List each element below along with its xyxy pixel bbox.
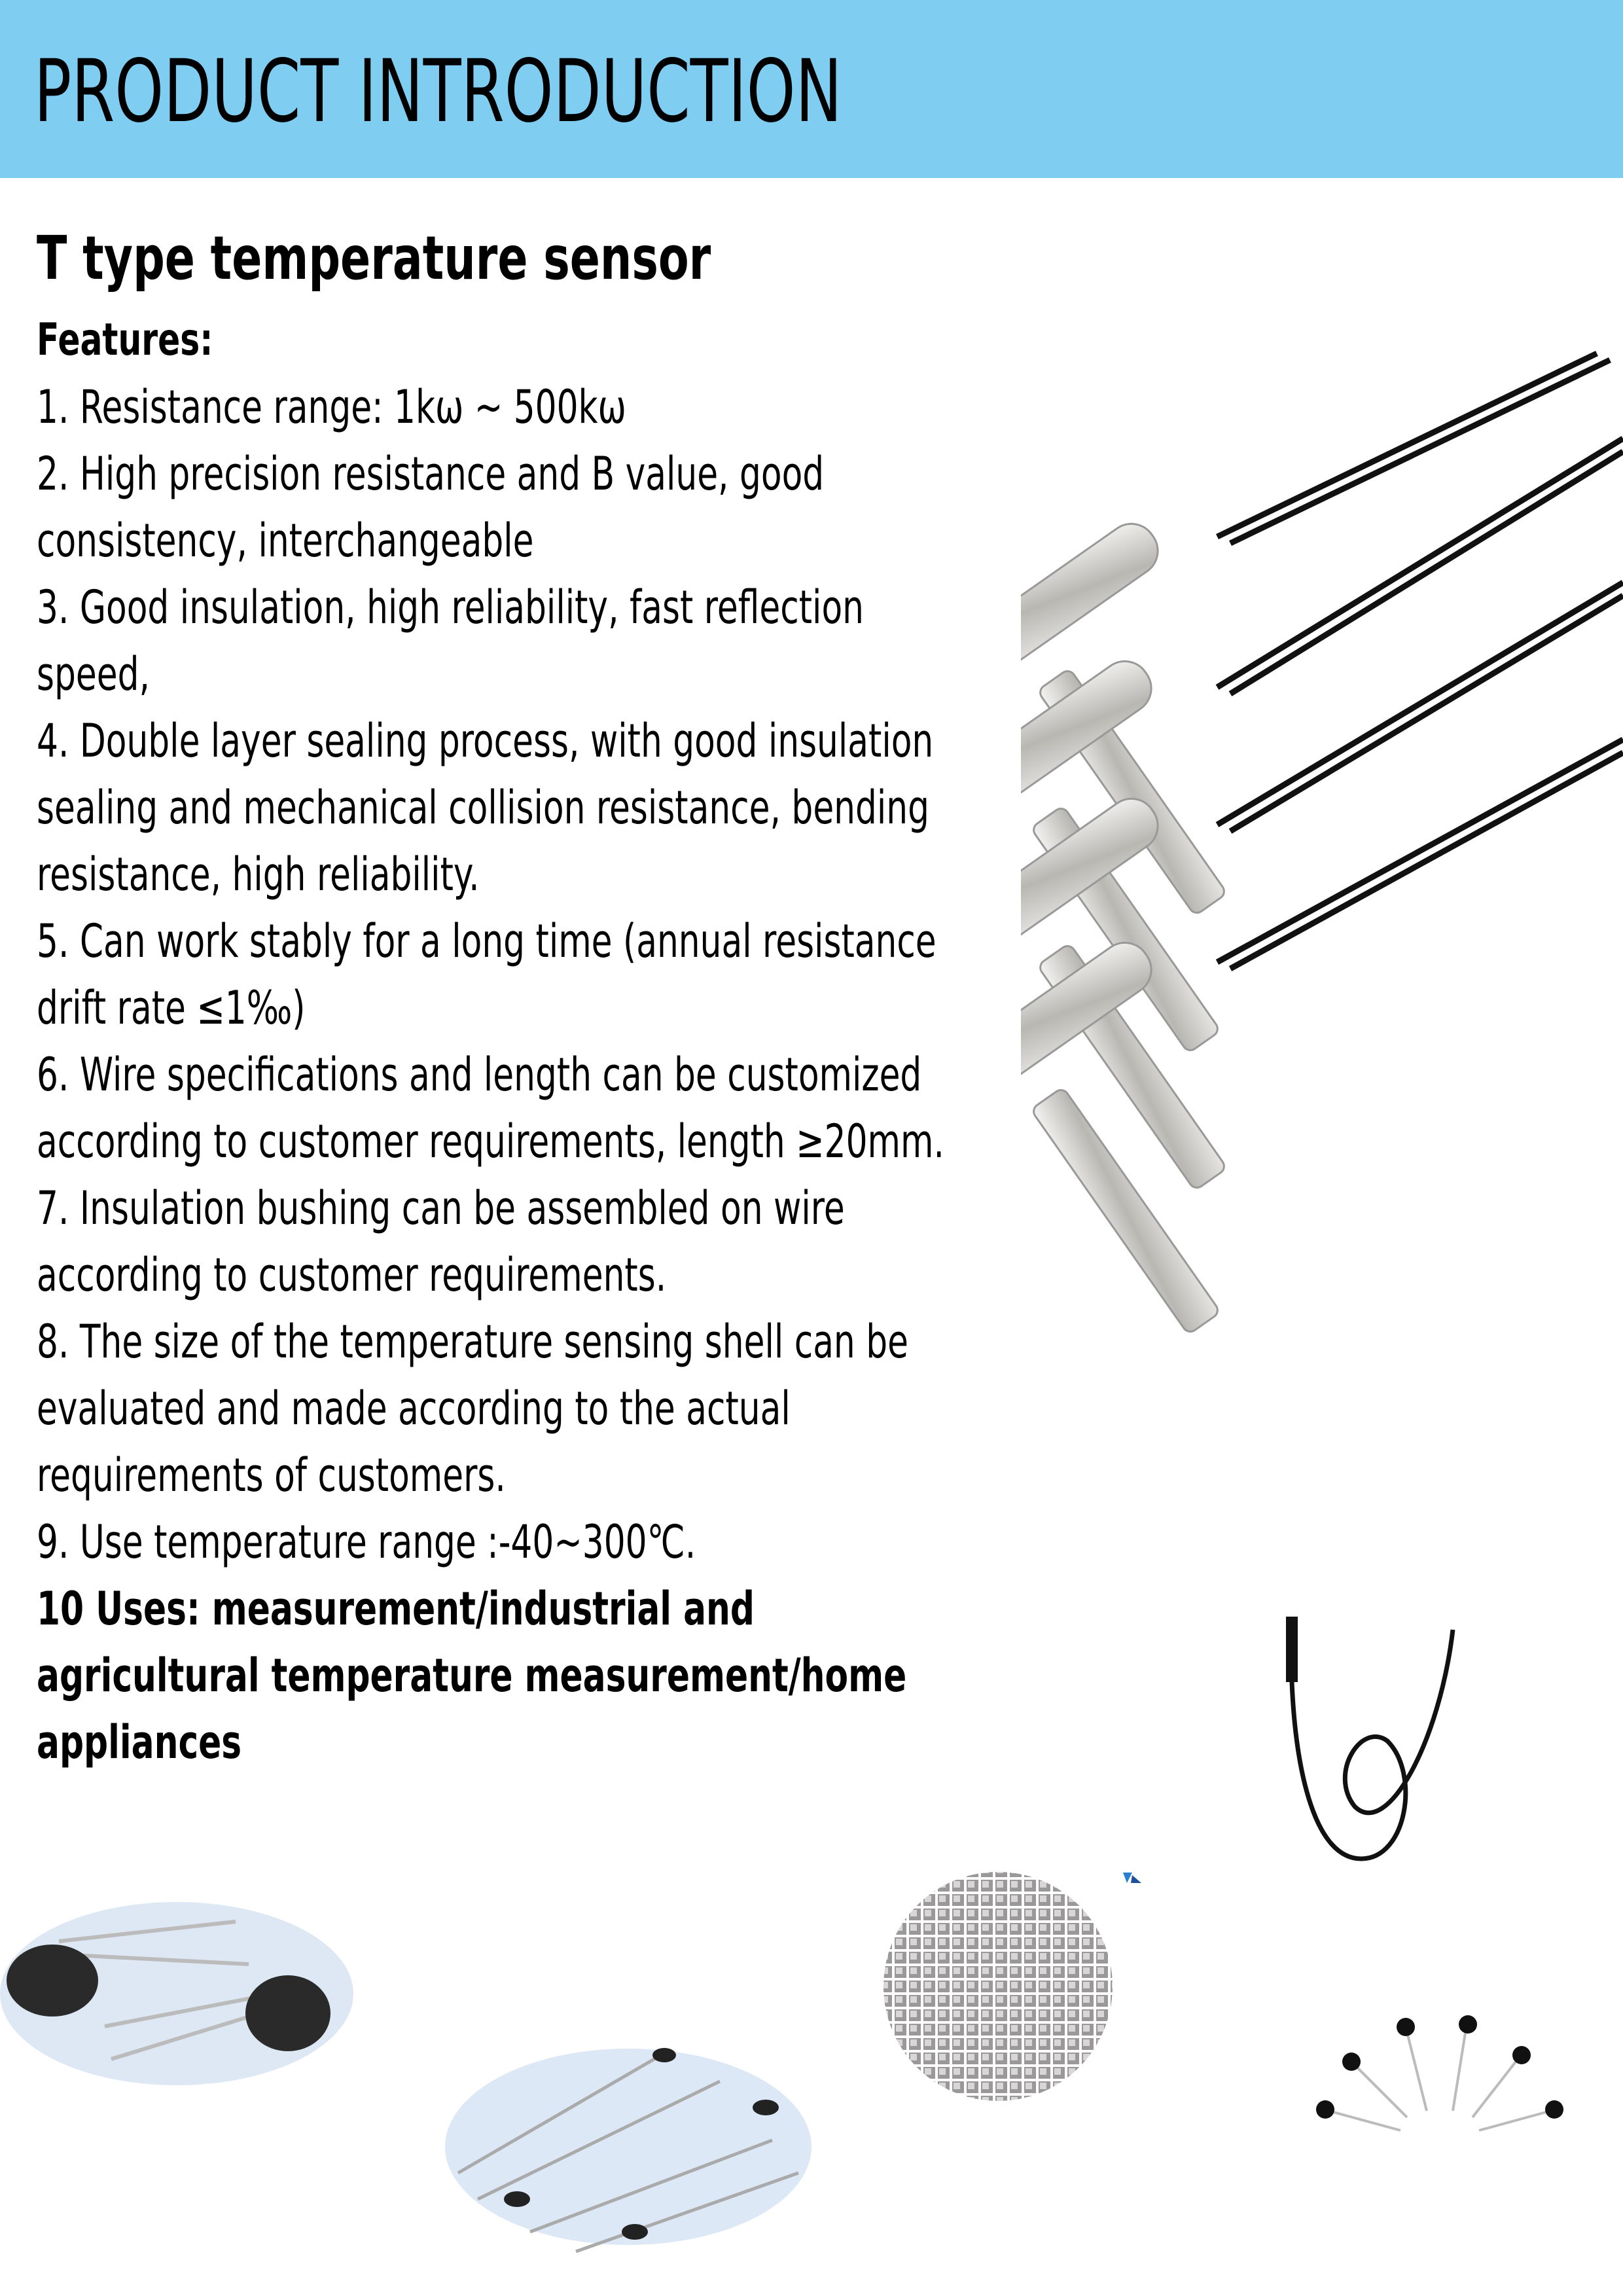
features-heading: Features:	[37, 314, 213, 366]
feature-line: speed,	[37, 647, 150, 701]
uses-line: appliances	[37, 1715, 242, 1769]
feature-line: 7. Insulation bushing can be assembled on wire	[37, 1181, 845, 1235]
uses-line: 10 Uses: measurement/industrial and	[37, 1582, 755, 1636]
feature-line: 6. Wire specifications and length can be customized	[37, 1048, 922, 1102]
page-title: PRODUCT INTRODUCTION	[34, 41, 842, 142]
flange-probe-product-image	[1021, 347, 1623, 1374]
feature-line: 3. Good insulation, high reliability, fast reflection	[37, 581, 864, 634]
radial-thermistor-image	[1309, 2013, 1574, 2153]
feature-line: resistance, high reliability.	[37, 848, 480, 901]
feature-line: sealing and mechanical collision resistance, bending	[37, 781, 930, 834]
feature-line: 9. Use temperature range :-40~300℃.	[37, 1515, 696, 1569]
feature-line: evaluated and made according to the actual	[37, 1382, 791, 1435]
feature-line: requirements of customers.	[37, 1448, 506, 1502]
feature-line: 8. The size of the temperature sensing shell can be	[37, 1315, 908, 1369]
ntc-disc-thermistor-image	[0, 1895, 353, 2085]
feature-line: drift rate ≤1‰)	[37, 981, 306, 1035]
wire-probe-image	[1257, 1610, 1466, 1878]
target-logo	[1113, 1869, 1152, 1901]
logo-mark-icon	[1119, 1869, 1145, 1884]
feature-line: 5. Can work stably for a long time (annual resistance	[37, 914, 936, 968]
feature-line: according to customer requirements, length ≥20mm.	[37, 1115, 944, 1168]
feature-line: 4. Double layer sealing process, with good insulation	[37, 714, 934, 768]
feature-line: 1. Resistance range: 1kω ~ 500kω	[37, 380, 626, 434]
uses-line: agricultural temperature measurement/home	[37, 1649, 907, 1702]
header-banner	[0, 0, 1623, 178]
feature-line: according to customer requirements.	[37, 1248, 667, 1302]
glass-thermistor-image	[445, 2042, 812, 2258]
product-title: T type temperature sensor	[37, 223, 711, 293]
chip-thermistor-image	[880, 1865, 1116, 2108]
feature-line: 2. High precision resistance and B value, good	[37, 447, 825, 501]
feature-line: consistency, interchangeable	[37, 514, 534, 567]
